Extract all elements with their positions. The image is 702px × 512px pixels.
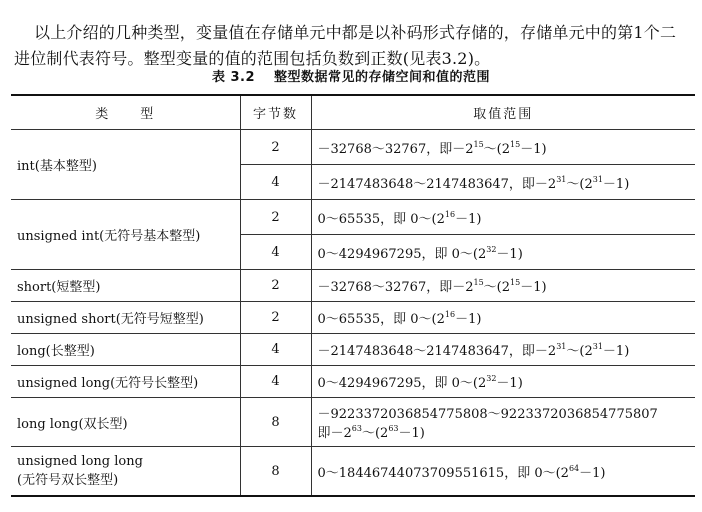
bytes-cell: 4 <box>240 334 311 366</box>
header-type: 类 型 <box>11 95 240 130</box>
table-row <box>11 270 695 302</box>
range-cell: 0～4294967295，即 $0\sim(2^{32}-1)$ <box>311 235 695 270</box>
type-cell: unsigned long(无符号长整型) <box>11 366 240 398</box>
table-row <box>11 334 695 366</box>
range-cell: 0～65535，即 $0\sim(2^{16}-1)$ <box>311 200 695 235</box>
type-cell: unsigned int(无符号基本整型) <box>11 200 240 270</box>
intro-paragraph: 以上介绍的几种类型，变量值在存储单元中都是以补码形式存储的，存储单元中的第1个二进位制代表符号。整型变量的值的范围包括负数到正数(见表3.2)。 <box>14 23 677 68</box>
table-row <box>11 366 695 398</box>
range-cell: 0～18446744073709551615，即 $0\sim(2^{64}-1)$ <box>311 447 695 497</box>
type-cell <box>11 447 240 497</box>
type-line-2: (无符号双长整型) <box>17 473 119 488</box>
table-row <box>11 302 695 334</box>
bytes-cell: 4 <box>240 165 311 200</box>
bytes-cell: 2 <box>240 270 311 302</box>
bytes-cell: 8 <box>240 447 311 497</box>
range-cell: 0～65535，即 $0\sim(2^{16}-1)$ <box>311 302 695 334</box>
range-cell: －2147483648～2147483647，即$-2^{31}\sim(2^{31}-1)$ <box>311 165 695 200</box>
bytes-cell: 4 <box>240 366 311 398</box>
bytes-cell: 4 <box>240 235 311 270</box>
range-cell: －32768～32767，即$-2^{15}\sim(2^{15}-1)$ <box>311 130 695 165</box>
type-cell: long long(双长型) <box>11 398 240 447</box>
table-row <box>11 447 695 497</box>
type-cell: int(基本整型) <box>11 130 240 200</box>
range-line-1: －9223372036854775808～9223372036854775807 <box>317 407 658 422</box>
range-cell <box>311 398 695 447</box>
type-line-1: unsigned long long <box>17 454 143 469</box>
type-cell: unsigned short(无符号短整型) <box>11 302 240 334</box>
range-line-2: 即$-2^{63}\sim(2^{63}-1)$ <box>317 424 425 441</box>
header-bytes: 字节数 <box>240 95 311 130</box>
bytes-cell: 2 <box>240 302 311 334</box>
table-caption <box>0 66 702 85</box>
integer-types-table <box>11 94 695 497</box>
table-row <box>11 200 695 235</box>
header-range: 取值范围 <box>311 95 695 130</box>
range-cell: －2147483648～2147483647，即$-2^{31}\sim(2^{31}-1)$ <box>311 334 695 366</box>
type-cell: long(长整型) <box>11 334 240 366</box>
table-row <box>11 398 695 447</box>
table-title: 整型数据常见的存储空间和值的范围 <box>274 70 491 85</box>
bytes-cell: 2 <box>240 130 311 165</box>
range-cell: 0～4294967295，即 $0\sim(2^{32}-1)$ <box>311 366 695 398</box>
bytes-cell: 2 <box>240 200 311 235</box>
range-cell: －32768～32767，即$-2^{15}\sim(2^{15}-1)$ <box>311 270 695 302</box>
type-cell: short(短整型) <box>11 270 240 302</box>
table-number: 表 3.2 <box>211 70 255 85</box>
header-row <box>11 95 695 130</box>
bytes-cell: 8 <box>240 398 311 447</box>
table-row <box>11 130 695 165</box>
